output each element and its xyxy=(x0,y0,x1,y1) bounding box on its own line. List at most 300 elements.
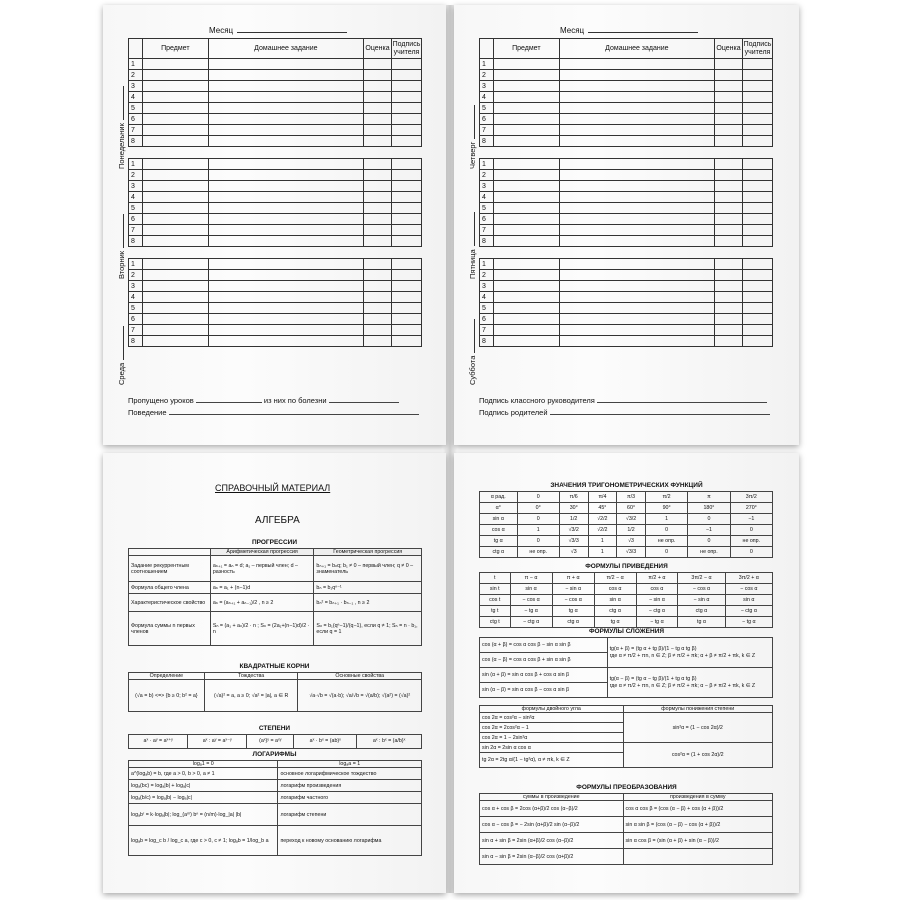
diary-cell[interactable] xyxy=(364,159,392,170)
diary-cell[interactable] xyxy=(142,70,208,81)
diary-cell[interactable] xyxy=(715,314,743,325)
diary-cell[interactable] xyxy=(391,125,421,136)
diary-cell[interactable] xyxy=(364,336,392,347)
table-cell: sin α xyxy=(480,514,518,525)
diary-cell[interactable] xyxy=(715,70,743,81)
diary-cell[interactable] xyxy=(208,203,363,214)
diary-cell[interactable] xyxy=(559,259,714,270)
diary-cell[interactable] xyxy=(364,259,392,270)
diary-cell[interactable] xyxy=(559,125,714,136)
row-number: 1 xyxy=(129,259,143,270)
diary-cell[interactable] xyxy=(493,259,559,270)
table-cell: не опр. xyxy=(688,547,730,558)
diary-cell[interactable] xyxy=(715,181,743,192)
diary-cell[interactable] xyxy=(493,114,559,125)
diary-cell[interactable] xyxy=(493,203,559,214)
diary-cell[interactable] xyxy=(493,103,559,114)
diary-cell[interactable] xyxy=(493,59,559,70)
diary-cell[interactable] xyxy=(142,81,208,92)
diary-cell[interactable] xyxy=(559,170,714,181)
diary-cell[interactable] xyxy=(142,203,208,214)
diary-cell[interactable] xyxy=(742,59,772,70)
table-cell: 180° xyxy=(688,503,730,514)
table-row xyxy=(480,584,773,595)
diary-cell[interactable] xyxy=(208,325,363,336)
diary-cell[interactable] xyxy=(493,159,559,170)
diary-cell[interactable] xyxy=(742,181,772,192)
diary-page-right xyxy=(454,5,799,445)
diary-cell[interactable] xyxy=(391,159,421,170)
table-cell: − tg α xyxy=(636,617,678,628)
diary-cell[interactable] xyxy=(715,92,743,103)
diary-cell[interactable] xyxy=(391,225,421,236)
table-cell: tg α xyxy=(552,606,594,617)
diary-cell[interactable] xyxy=(493,192,559,203)
diary-cell[interactable] xyxy=(391,170,421,181)
diary-cell[interactable] xyxy=(364,59,392,70)
diary-cell[interactable] xyxy=(391,292,421,303)
diary-row xyxy=(480,325,773,336)
diary-cell[interactable] xyxy=(364,114,392,125)
diary-cell[interactable] xyxy=(715,236,743,247)
diary-row xyxy=(480,236,773,247)
diary-cell[interactable] xyxy=(142,136,208,147)
addition-table: cos (α + β) = cos α cos β − sin α sin β tg(α + β) = (tg α + tg β)/(1 − tg α tg β) где α ≠ π/2 + πn, n ∈ Z; β ≠ π/2 + πk; α + β ≠ π/2 + πk, k ∈ Z cos (α − β) = cos α cos β + sin α sin β sin (α + β) = sin α cos β + cos α sin β tg(α − β) = (tg α − tg β)/(1 + tg α tg β) где α ≠ π/2 + πn, n ∈ Z; β ≠ π/2 + πk; α − β ≠ π/2 + πk, k ∈ Z sin (α − β) = sin α cos β − cos α sin β xyxy=(479,637,773,698)
diary-cell[interactable] xyxy=(715,103,743,114)
roots-table: Определение Тождества Основные свойства (√a = b) <=> {b ≥ 0; b² = a} (√a)² = a, a ≥ 0; √a² = |a|, a ∈ R √a·√b = √(a·b); √a/√b = √(a/b); √(a²) = (√a)² xyxy=(128,672,422,712)
diary-cell[interactable] xyxy=(208,170,363,181)
diary-cell[interactable] xyxy=(142,114,208,125)
diary-cell[interactable] xyxy=(559,203,714,214)
diary-cell[interactable] xyxy=(391,70,421,81)
row-number: 6 xyxy=(480,114,494,125)
day-block-5 xyxy=(480,159,773,247)
diary-cell[interactable] xyxy=(142,336,208,347)
table-cell: − cos α xyxy=(678,584,725,595)
row-number: 4 xyxy=(129,92,143,103)
diary-cell[interactable] xyxy=(391,192,421,203)
diary-row xyxy=(129,114,422,125)
diary-cell[interactable] xyxy=(208,270,363,281)
diary-cell[interactable] xyxy=(559,114,714,125)
diary-row xyxy=(480,314,773,325)
diary-cell[interactable] xyxy=(364,103,392,114)
table-cell: 1 xyxy=(588,547,617,558)
row-number: 1 xyxy=(480,259,494,270)
diary-row xyxy=(129,136,422,147)
diary-cell[interactable] xyxy=(364,181,392,192)
diary-cell[interactable] xyxy=(208,92,363,103)
diary-cell[interactable] xyxy=(391,181,421,192)
row-number: 4 xyxy=(480,192,494,203)
diary-cell[interactable] xyxy=(559,314,714,325)
diary-cell[interactable] xyxy=(364,125,392,136)
diary-cell[interactable] xyxy=(208,70,363,81)
row-number: 6 xyxy=(129,314,143,325)
diary-cell[interactable] xyxy=(364,314,392,325)
row-number: 7 xyxy=(129,125,143,136)
diary-cell[interactable] xyxy=(142,125,208,136)
row-number: 6 xyxy=(480,314,494,325)
table-cell: − ctg α xyxy=(636,606,678,617)
diary-cell[interactable] xyxy=(364,303,392,314)
diary-cell[interactable] xyxy=(493,214,559,225)
diary-cell[interactable] xyxy=(493,292,559,303)
diary-cell[interactable] xyxy=(364,292,392,303)
diary-cell[interactable] xyxy=(364,192,392,203)
diary-row xyxy=(480,59,773,70)
diary-cell[interactable] xyxy=(715,114,743,125)
diary-cell[interactable] xyxy=(715,125,743,136)
diary-cell[interactable] xyxy=(364,203,392,214)
row-number: 2 xyxy=(129,170,143,181)
row-number: 4 xyxy=(129,192,143,203)
diary-cell[interactable] xyxy=(715,203,743,214)
diary-cell[interactable] xyxy=(493,70,559,81)
diary-cell[interactable] xyxy=(364,81,392,92)
diary-cell[interactable] xyxy=(142,314,208,325)
diary-cell[interactable] xyxy=(559,103,714,114)
diary-cell[interactable] xyxy=(715,81,743,92)
row-number: 3 xyxy=(480,281,494,292)
diary-cell[interactable] xyxy=(208,114,363,125)
diary-cell[interactable] xyxy=(715,214,743,225)
diary-cell[interactable] xyxy=(742,225,772,236)
table-cell: 3π/2 xyxy=(730,492,772,503)
diary-cell[interactable] xyxy=(493,236,559,247)
diary-row xyxy=(480,303,773,314)
row-number: 5 xyxy=(480,303,494,314)
month-label: Месяц xyxy=(209,26,234,35)
table-cell: cos α xyxy=(594,584,636,595)
diary-cell[interactable] xyxy=(742,336,772,347)
day-label-thursday: Четверг xyxy=(468,105,477,169)
diary-cell[interactable] xyxy=(208,281,363,292)
table-cell: tg α xyxy=(678,617,725,628)
diary-cell[interactable] xyxy=(391,92,421,103)
diary-cell[interactable] xyxy=(493,314,559,325)
diary-cell[interactable] xyxy=(493,325,559,336)
diary-row xyxy=(480,281,773,292)
diary-cell[interactable] xyxy=(742,103,772,114)
table-cell: sin t xyxy=(480,584,511,595)
diary-cell[interactable] xyxy=(142,236,208,247)
diary-cell[interactable] xyxy=(742,281,772,292)
diary-cell[interactable] xyxy=(493,303,559,314)
diary-cell[interactable] xyxy=(391,136,421,147)
diary-cell[interactable] xyxy=(559,325,714,336)
diary-cell[interactable] xyxy=(391,281,421,292)
diary-cell[interactable] xyxy=(715,225,743,236)
diary-cell[interactable] xyxy=(364,170,392,181)
diary-cell[interactable] xyxy=(559,225,714,236)
diary-cell[interactable] xyxy=(391,314,421,325)
day-label-monday: Понедельник xyxy=(117,86,126,169)
table-cell: π/2 xyxy=(645,492,687,503)
diary-cell[interactable] xyxy=(142,159,208,170)
diary-cell[interactable] xyxy=(142,325,208,336)
diary-cell[interactable] xyxy=(142,292,208,303)
diary-cell[interactable] xyxy=(742,192,772,203)
table-cell: ctg α xyxy=(552,617,594,628)
diary-cell[interactable] xyxy=(142,92,208,103)
table-cell: − tg α xyxy=(510,606,552,617)
diary-row xyxy=(129,314,422,325)
diary-cell[interactable] xyxy=(364,92,392,103)
diary-cell[interactable] xyxy=(364,281,392,292)
day-block-1 xyxy=(129,59,422,147)
diary-row xyxy=(129,325,422,336)
row-number: 5 xyxy=(129,103,143,114)
table-cell: 3π/2 − α xyxy=(678,573,725,584)
table-cell: 60° xyxy=(617,503,646,514)
diary-cell[interactable] xyxy=(715,281,743,292)
table-cell: 1 xyxy=(517,525,559,536)
diary-cell[interactable] xyxy=(559,270,714,281)
table-cell: − tg α xyxy=(725,617,772,628)
diary-cell[interactable] xyxy=(364,136,392,147)
diary-cell[interactable] xyxy=(493,336,559,347)
diary-cell[interactable] xyxy=(142,225,208,236)
table-cell: t xyxy=(480,573,511,584)
diary-cell[interactable] xyxy=(364,236,392,247)
diary-cell[interactable] xyxy=(742,81,772,92)
diary-cell[interactable] xyxy=(208,81,363,92)
diary-cell[interactable] xyxy=(364,214,392,225)
diary-cell[interactable] xyxy=(142,181,208,192)
row-number: 8 xyxy=(480,236,494,247)
diary-cell[interactable] xyxy=(208,336,363,347)
diary-cell[interactable] xyxy=(391,259,421,270)
row-number: 2 xyxy=(129,70,143,81)
diary-cell[interactable] xyxy=(493,225,559,236)
table-cell: 0 xyxy=(517,536,559,547)
table-cell: 45° xyxy=(588,503,617,514)
diary-cell[interactable] xyxy=(742,303,772,314)
logs-heading: ЛОГАРИФМЫ xyxy=(252,751,297,758)
row-number: 3 xyxy=(129,281,143,292)
diary-cell[interactable] xyxy=(742,203,772,214)
diary-cell[interactable] xyxy=(715,325,743,336)
diary-row xyxy=(129,336,422,347)
diary-cell[interactable] xyxy=(208,292,363,303)
diary-cell[interactable] xyxy=(742,214,772,225)
diary-cell[interactable] xyxy=(715,192,743,203)
table-cell: cos α xyxy=(480,525,518,536)
diary-cell[interactable] xyxy=(715,170,743,181)
row-number: 2 xyxy=(480,70,494,81)
diary-cell[interactable] xyxy=(742,270,772,281)
diary-cell[interactable] xyxy=(208,303,363,314)
diary-cell[interactable] xyxy=(391,236,421,247)
diary-cell[interactable] xyxy=(208,136,363,147)
diary-cell[interactable] xyxy=(208,236,363,247)
diary-cell[interactable] xyxy=(493,170,559,181)
diary-cell[interactable] xyxy=(742,159,772,170)
diary-cell[interactable] xyxy=(391,59,421,70)
diary-cell[interactable] xyxy=(559,214,714,225)
diary-cell[interactable] xyxy=(391,270,421,281)
diary-cell[interactable] xyxy=(493,136,559,147)
diary-cell[interactable] xyxy=(364,70,392,81)
reduction-table xyxy=(479,572,773,628)
table-row xyxy=(480,595,773,606)
diary-row xyxy=(480,170,773,181)
table-cell: tg α xyxy=(480,536,518,547)
diary-cell[interactable] xyxy=(559,59,714,70)
diary-cell[interactable] xyxy=(715,336,743,347)
diary-cell[interactable] xyxy=(493,270,559,281)
diary-cell[interactable] xyxy=(742,125,772,136)
diary-row xyxy=(129,214,422,225)
diary-row xyxy=(480,292,773,303)
diary-cell[interactable] xyxy=(559,92,714,103)
diary-cell[interactable] xyxy=(391,214,421,225)
diary-cell[interactable] xyxy=(208,103,363,114)
algebra-title: АЛГЕБРА xyxy=(255,515,300,526)
diary-page-left xyxy=(103,5,446,445)
diary-cell[interactable] xyxy=(391,81,421,92)
diary-cell[interactable] xyxy=(559,136,714,147)
diary-cell[interactable] xyxy=(715,259,743,270)
row-number: 8 xyxy=(129,336,143,347)
diary-cell[interactable] xyxy=(364,225,392,236)
diary-cell[interactable] xyxy=(493,181,559,192)
diary-cell[interactable] xyxy=(742,292,772,303)
diary-cell[interactable] xyxy=(391,336,421,347)
diary-cell[interactable] xyxy=(742,70,772,81)
table-cell: √3 xyxy=(617,536,646,547)
diary-cell[interactable] xyxy=(142,170,208,181)
diary-row xyxy=(480,125,773,136)
row-number: 5 xyxy=(480,103,494,114)
diary-row xyxy=(480,136,773,147)
diary-cell[interactable] xyxy=(208,125,363,136)
diary-cell[interactable] xyxy=(493,81,559,92)
diary-cell[interactable] xyxy=(715,292,743,303)
diary-cell[interactable] xyxy=(559,70,714,81)
diary-cell[interactable] xyxy=(742,325,772,336)
diary-row xyxy=(129,225,422,236)
table-cell: ctg α xyxy=(480,547,518,558)
diary-cell[interactable] xyxy=(208,225,363,236)
diary-cell[interactable] xyxy=(208,214,363,225)
diary-cell[interactable] xyxy=(715,136,743,147)
diary-cell[interactable] xyxy=(391,303,421,314)
diary-cell[interactable] xyxy=(742,259,772,270)
diary-cell[interactable] xyxy=(742,170,772,181)
diary-cell[interactable] xyxy=(559,159,714,170)
diary-row xyxy=(480,92,773,103)
table-cell: 90° xyxy=(645,503,687,514)
diary-row xyxy=(129,181,422,192)
table-cell: не опр. xyxy=(645,536,687,547)
diary-cell[interactable] xyxy=(559,281,714,292)
table-cell: 30° xyxy=(559,503,588,514)
diary-row xyxy=(480,192,773,203)
table-cell: 0 xyxy=(517,514,559,525)
row-number: 5 xyxy=(129,303,143,314)
diary-cell[interactable] xyxy=(493,92,559,103)
diary-cell[interactable] xyxy=(208,192,363,203)
diary-cell[interactable] xyxy=(142,103,208,114)
diary-cell[interactable] xyxy=(742,114,772,125)
diary-cell[interactable] xyxy=(208,314,363,325)
diary-cell[interactable] xyxy=(208,181,363,192)
diary-cell[interactable] xyxy=(142,270,208,281)
diary-cell[interactable] xyxy=(364,325,392,336)
row-number: 6 xyxy=(129,214,143,225)
diary-row xyxy=(129,292,422,303)
diary-cell[interactable] xyxy=(742,314,772,325)
diary-row xyxy=(480,159,773,170)
diary-cell[interactable] xyxy=(715,159,743,170)
diary-cell[interactable] xyxy=(742,136,772,147)
diary-cell[interactable] xyxy=(559,236,714,247)
diary-row xyxy=(480,81,773,92)
table-cell: cos α xyxy=(636,584,678,595)
table-row xyxy=(480,573,773,584)
row-number: 8 xyxy=(129,136,143,147)
day-block-3 xyxy=(129,259,422,347)
table-cell: − sin α xyxy=(678,595,725,606)
diary-cell[interactable] xyxy=(391,203,421,214)
table-cell: −1 xyxy=(688,525,730,536)
diary-cell[interactable] xyxy=(559,303,714,314)
diary-row xyxy=(480,270,773,281)
table-cell: − cos α xyxy=(552,595,594,606)
diary-row xyxy=(129,92,422,103)
diary-cell[interactable] xyxy=(208,259,363,270)
diary-cell[interactable] xyxy=(493,281,559,292)
row-number: 3 xyxy=(480,81,494,92)
diary-cell[interactable] xyxy=(391,103,421,114)
diary-cell[interactable] xyxy=(391,114,421,125)
diary-cell[interactable] xyxy=(559,181,714,192)
diary-cell[interactable] xyxy=(559,336,714,347)
diary-cell[interactable] xyxy=(493,125,559,136)
double-angle-table: формулы двойного угла формулы понижения степени cos 2α = cos²α − sin²α sin²α = (1 − cos 2α)/2 cos 2α = 2cos²α − 1 cos 2α = 1 − 2sin²α sin 2α = 2sin α cos α cos²α = (1 + cos 2α)/2 tg 2α = 2tg α/(1 − tg²α), α ≠ πk, k ∈ Z xyxy=(479,705,773,768)
diary-cell[interactable] xyxy=(742,92,772,103)
diary-cell[interactable] xyxy=(364,270,392,281)
diary-row xyxy=(129,70,422,81)
diary-cell[interactable] xyxy=(715,303,743,314)
diary-cell[interactable] xyxy=(142,281,208,292)
table-cell: π/2 + α xyxy=(636,573,678,584)
diary-cell[interactable] xyxy=(142,59,208,70)
diary-cell[interactable] xyxy=(559,292,714,303)
diary-cell[interactable] xyxy=(715,270,743,281)
diary-cell[interactable] xyxy=(559,81,714,92)
diary-cell[interactable] xyxy=(742,236,772,247)
diary-cell[interactable] xyxy=(391,325,421,336)
diary-cell[interactable] xyxy=(208,59,363,70)
diary-row xyxy=(129,103,422,114)
table-cell: tg α xyxy=(594,617,636,628)
row-number: 7 xyxy=(480,125,494,136)
row-number: 3 xyxy=(129,181,143,192)
diary-cell[interactable] xyxy=(142,214,208,225)
diary-cell[interactable] xyxy=(142,192,208,203)
diary-cell[interactable] xyxy=(208,159,363,170)
diary-row xyxy=(129,125,422,136)
table-cell: π xyxy=(688,492,730,503)
diary-cell[interactable] xyxy=(559,192,714,203)
diary-cell[interactable] xyxy=(715,59,743,70)
diary-row xyxy=(129,159,422,170)
diary-cell[interactable] xyxy=(142,303,208,314)
diary-cell[interactable] xyxy=(142,259,208,270)
